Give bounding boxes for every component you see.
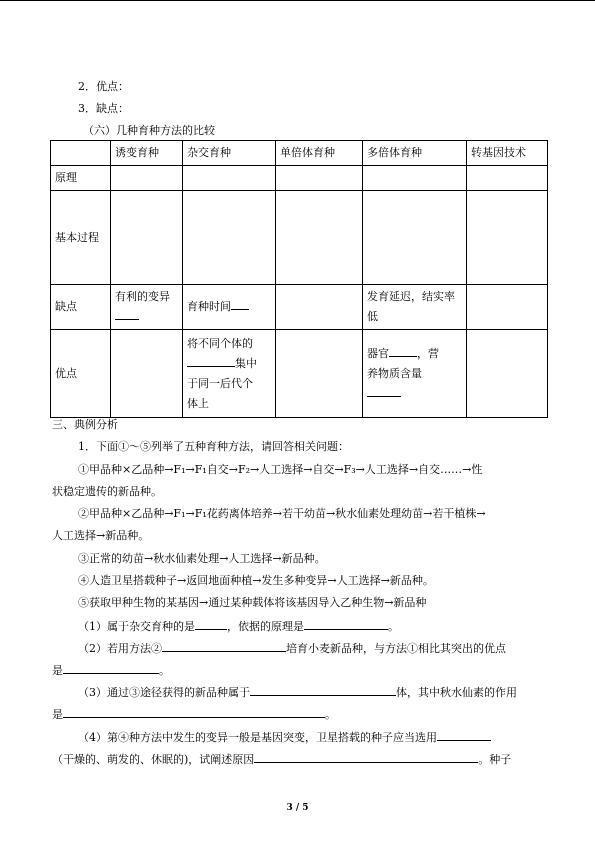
table-cell xyxy=(363,330,467,418)
table-cell xyxy=(111,330,183,418)
cell-text: 育种时间 xyxy=(187,300,231,313)
page-top-rule xyxy=(0,0,595,1)
row-label: 缺点 xyxy=(51,285,111,330)
subquestion-2-line-2 xyxy=(52,662,170,678)
table-row xyxy=(51,191,548,285)
text: 是 xyxy=(52,708,63,721)
cell-text: 器官 xyxy=(367,346,389,360)
table-cell xyxy=(183,330,276,418)
table-cell xyxy=(276,285,363,330)
table-cell xyxy=(111,285,183,330)
question-intro: 1．下面①～⑤列举了五种育种方法，请回答相关问题： xyxy=(78,440,349,453)
header-cell: 杂交育种 xyxy=(183,141,276,166)
method-1-line-2: 状稳定遗传的新品种。 xyxy=(52,485,162,498)
row-label: 基本过程 xyxy=(51,191,111,285)
answer-blank[interactable] xyxy=(63,662,159,674)
table-row xyxy=(51,285,548,330)
answer-blank[interactable] xyxy=(250,684,396,696)
subquestion-2-line-1 xyxy=(78,640,506,656)
table-cell xyxy=(276,330,363,418)
table-cell xyxy=(467,285,548,330)
table-cell xyxy=(183,285,276,330)
section-three-title: 三、典例分析 xyxy=(52,418,118,431)
answer-blank[interactable] xyxy=(195,618,227,630)
breeding-comparison-table xyxy=(50,140,548,418)
subquestion-3-line-1 xyxy=(78,684,517,700)
table-cell xyxy=(183,166,276,191)
text: （1）属于杂交育种的是 xyxy=(78,620,195,633)
row-label: 优点 xyxy=(51,330,111,418)
table-cell xyxy=(111,191,183,285)
method-1-line-1: ①甲品种×乙品种→F₁→F₁自交→F₂→人工选择→自交→F₃→人工选择→自交……→性 xyxy=(78,463,483,476)
method-2-line-1: ②甲品种×乙品种→F₁→F₁花药离体培养→若干幼苗→秋水仙素处理幼苗→若干植株→ xyxy=(78,507,486,520)
row-label: 原理 xyxy=(51,166,111,191)
fill-blank xyxy=(115,308,139,320)
text: ，依据的原理是 xyxy=(227,620,304,633)
answer-blank[interactable] xyxy=(254,751,478,763)
header-cell-empty xyxy=(51,141,111,166)
method-4: ④人造卫星搭载种子→返回地面种植→发生多种变异→人工选择→新品种。 xyxy=(78,574,434,587)
table-cell xyxy=(183,191,276,285)
fill-blank xyxy=(231,298,249,310)
cell-text: 有利的变异 xyxy=(115,290,170,303)
fill-blank xyxy=(367,385,401,397)
text: （4）第④种方法中发生的变异一般是基因突变，卫星搭载的种子应当选用 xyxy=(78,731,437,744)
table-cell xyxy=(363,166,467,191)
fill-blank xyxy=(389,345,417,357)
text: 是 xyxy=(52,664,63,677)
disadvantages-line: 3．缺点： xyxy=(78,102,129,115)
text: （3）通过③途径获得的新品种属于 xyxy=(78,686,250,699)
subquestion-4-line-1 xyxy=(78,729,491,745)
table-row xyxy=(51,166,548,191)
answer-blank[interactable] xyxy=(304,618,388,630)
advantages-line: 2．优点： xyxy=(78,80,129,93)
subquestion-1 xyxy=(78,618,399,634)
table-cell xyxy=(363,285,467,330)
table-cell xyxy=(111,166,183,191)
header-cell: 转基因技术 xyxy=(467,141,548,166)
cell-text: 发育延迟，结实率低 xyxy=(367,290,455,323)
method-3: ③正常的幼苗→秋水仙素处理→人工选择→新品种。 xyxy=(78,552,326,565)
answer-blank[interactable] xyxy=(437,729,491,741)
table-cell xyxy=(467,191,548,285)
text: 。 xyxy=(325,708,336,721)
cell-text: 将不同个体的 xyxy=(187,336,253,350)
subquestion-3-line-2 xyxy=(52,706,336,722)
answer-blank[interactable] xyxy=(63,706,325,718)
cell-text: 养物质含量 xyxy=(367,366,422,380)
text: （干燥的、萌发的、休眠的)，试阐述原因 xyxy=(52,753,255,766)
table-cell xyxy=(467,330,548,418)
text: 培育小麦新品种，与方法①相比其突出的优点 xyxy=(286,642,506,655)
table-cell xyxy=(467,166,548,191)
page-number: 3 / 5 xyxy=(286,803,309,813)
text: 体，其中秋水仙素的作用 xyxy=(396,686,517,699)
table-cell xyxy=(276,191,363,285)
table-cell xyxy=(276,166,363,191)
cell-text: 体上 xyxy=(187,396,209,410)
text: （2）若用方法② xyxy=(78,642,162,655)
text: 。种子 xyxy=(478,753,512,766)
fill-blank xyxy=(187,355,235,367)
text: 。 xyxy=(388,620,399,633)
header-cell: 诱变育种 xyxy=(111,141,183,166)
header-cell: 单倍体育种 xyxy=(276,141,363,166)
header-cell: 多倍体育种 xyxy=(363,141,467,166)
subquestion-4-line-2 xyxy=(52,751,511,767)
section-six-title: （六）几种育种方法的比较 xyxy=(83,124,215,137)
method-2-line-2: 人工选择→新品种。 xyxy=(52,529,150,542)
table-cell xyxy=(363,191,467,285)
cell-text: ，营 xyxy=(417,346,439,360)
cell-text: 于同一后代个 xyxy=(187,376,253,390)
answer-blank[interactable] xyxy=(162,640,286,652)
method-5: ⑤获取甲种生物的某基因→通过某种载体将该基因导入乙种生物→新品种 xyxy=(78,596,427,609)
cell-text: 集中 xyxy=(235,356,257,370)
table-header-row xyxy=(51,141,548,166)
table-row xyxy=(51,330,548,418)
text: 。 xyxy=(159,664,170,677)
